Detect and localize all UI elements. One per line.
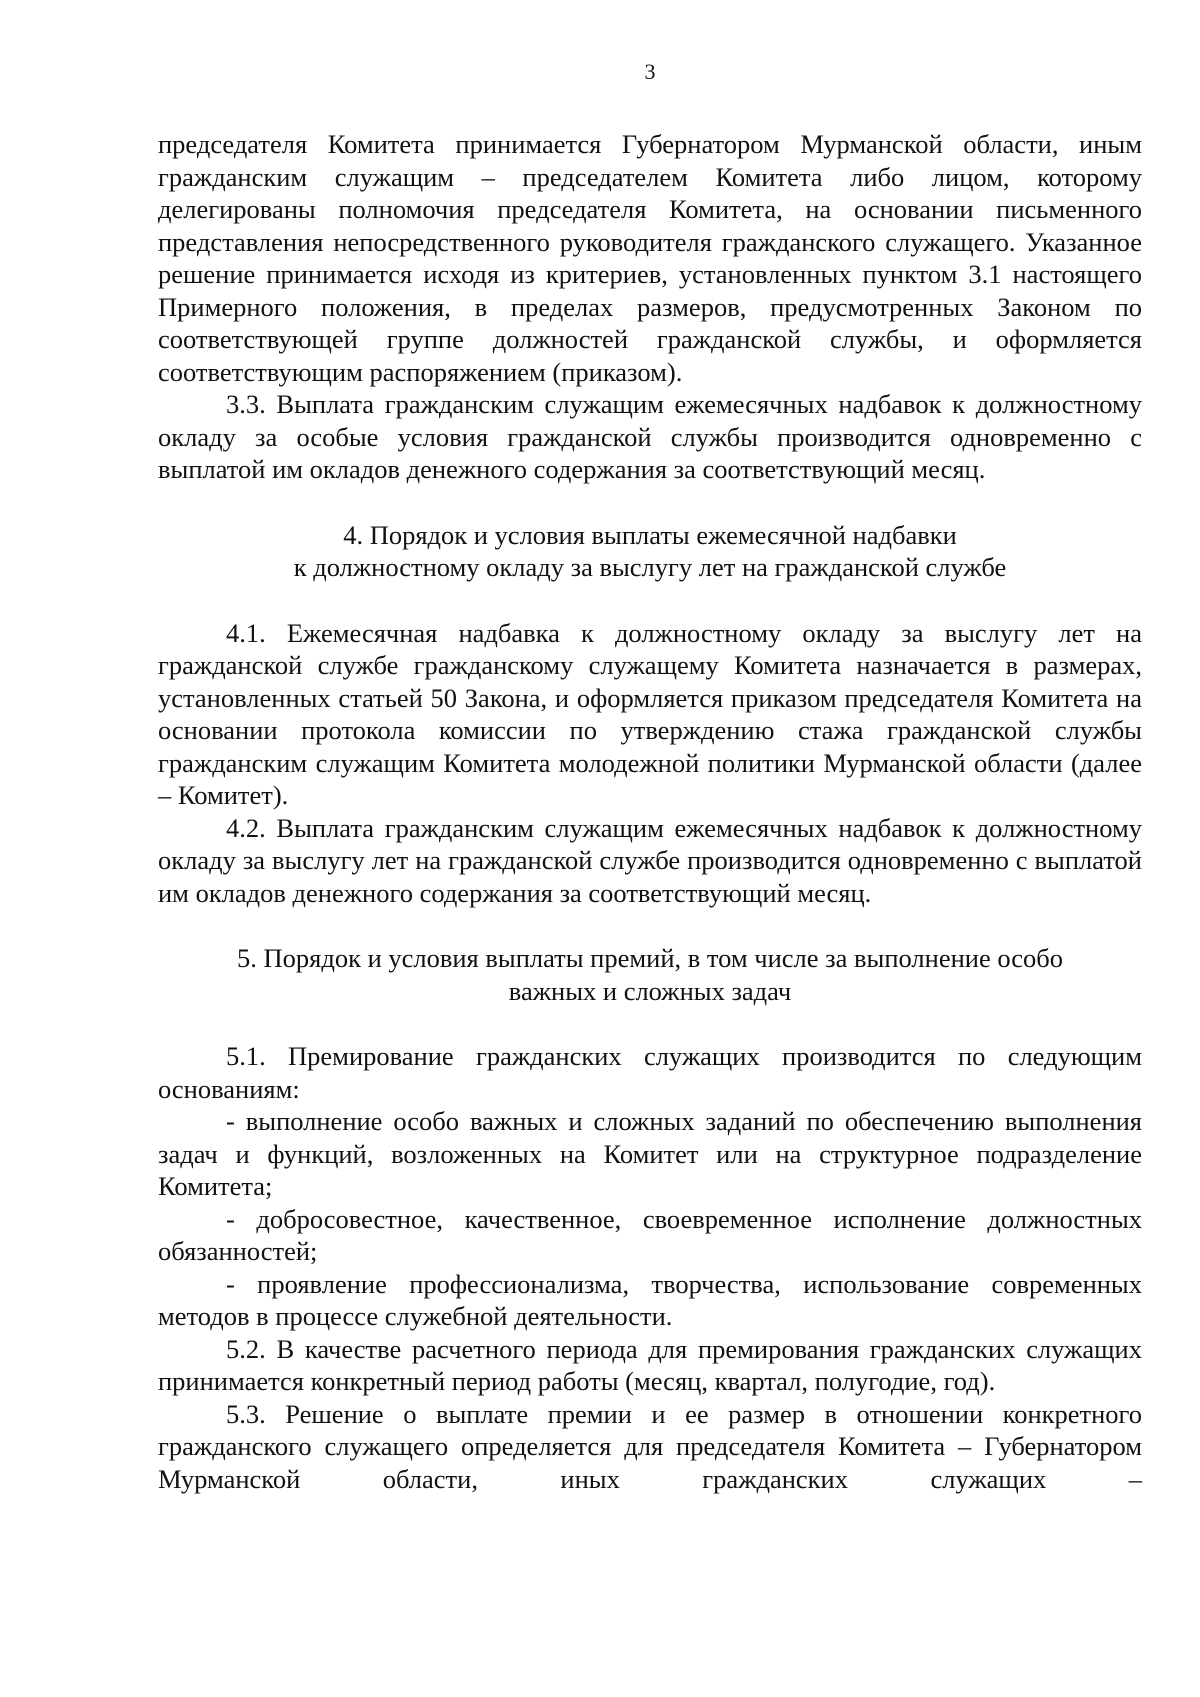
- paragraph-4-1: 4.1. Ежемесячная надбавка к должностному окладу за выслугу лет на гражданской службе гражданскому служащему Комитета назначается в размерах, установленных статьей 50 Закона, и оформляется приказом председателя Комитета на основании протокола комиссии по утверждению стажа гражданской службы гражданским служащим Комитета молодежной политики Мурманской области (далее – Комитет).: [158, 617, 1142, 810]
- section-4-heading-line-2: к должностному окладу за выслугу лет на гражданской службе: [293, 552, 1007, 582]
- section-5-heading-line-2: важных и сложных задач: [508, 975, 792, 1006]
- paragraph-4-2: 4.2. Выплата гражданским служащим ежемесячных надбавок к должностному окладу за выслугу лет на гражданской службе производится одновременно с выплатой им окладов денежного содержания за соответствующий месяц.: [158, 812, 1142, 908]
- paragraph-continuation: председателя Комитета принимается Губернатором Мурманской области, иным гражданским служащим – председателем Комитета либо лицом, которому делегированы полномочия председателя Комитета, на основании письменного представления непосредственного руководителя гражданского служащего. Указанное решение принимается исходя из критериев, установленных пунктом 3.1 настоящего Примерного положения, в пределах размеров, предусмотренных Законом по соответствующей группе должностей гражданской службы, и оформляется соответствующим распоряжением (приказом).: [158, 129, 1142, 387]
- section-4-heading: [158, 519, 1142, 584]
- section-4-heading-line-1: 4. Порядок и условия выплаты ежемесячной надбавки: [343, 519, 957, 550]
- section-5-heading-line-1: 5. Порядок и условия выплаты премий, в том числе за выполнение особо: [237, 943, 1063, 973]
- paragraph-5-3: 5.3. Решение о выплате премии и ее размер в отношении конкретного гражданского служащего определяется для председателя Комитета – Губернатором Мурманской области, иных гражданских служащих –: [158, 1398, 1142, 1494]
- section-5-heading: [158, 942, 1142, 1007]
- list-item-conscientious-duties: - добросовестное, качественное, своевременное исполнение должностных обязанностей;: [158, 1203, 1142, 1266]
- paragraph-5-1: 5.1. Премирование гражданских служащих производится по следующим основаниям:: [158, 1041, 1142, 1104]
- paragraph-3-3: 3.3. Выплата гражданским служащим ежемесячных надбавок к должностному окладу за особые условия гражданской службы производится одновременно с выплатой им окладов денежного содержания за соответствующий месяц.: [158, 389, 1142, 484]
- paragraph-5-2: 5.2. В качестве расчетного периода для премирования гражданских служащих принимается конкретный период работы (месяц, квартал, полугодие, год).: [158, 1333, 1142, 1396]
- page-number: 3: [644, 59, 656, 84]
- list-item-professionalism: - проявление профессионализма, творчества, использование современных методов в процессе служебной деятельности.: [158, 1268, 1142, 1331]
- list-item-important-tasks: - выполнение особо важных и сложных заданий по обеспечению выполнения задач и функций, возложенных на Комитет или на структурное подразделение Комитета;: [158, 1106, 1142, 1201]
